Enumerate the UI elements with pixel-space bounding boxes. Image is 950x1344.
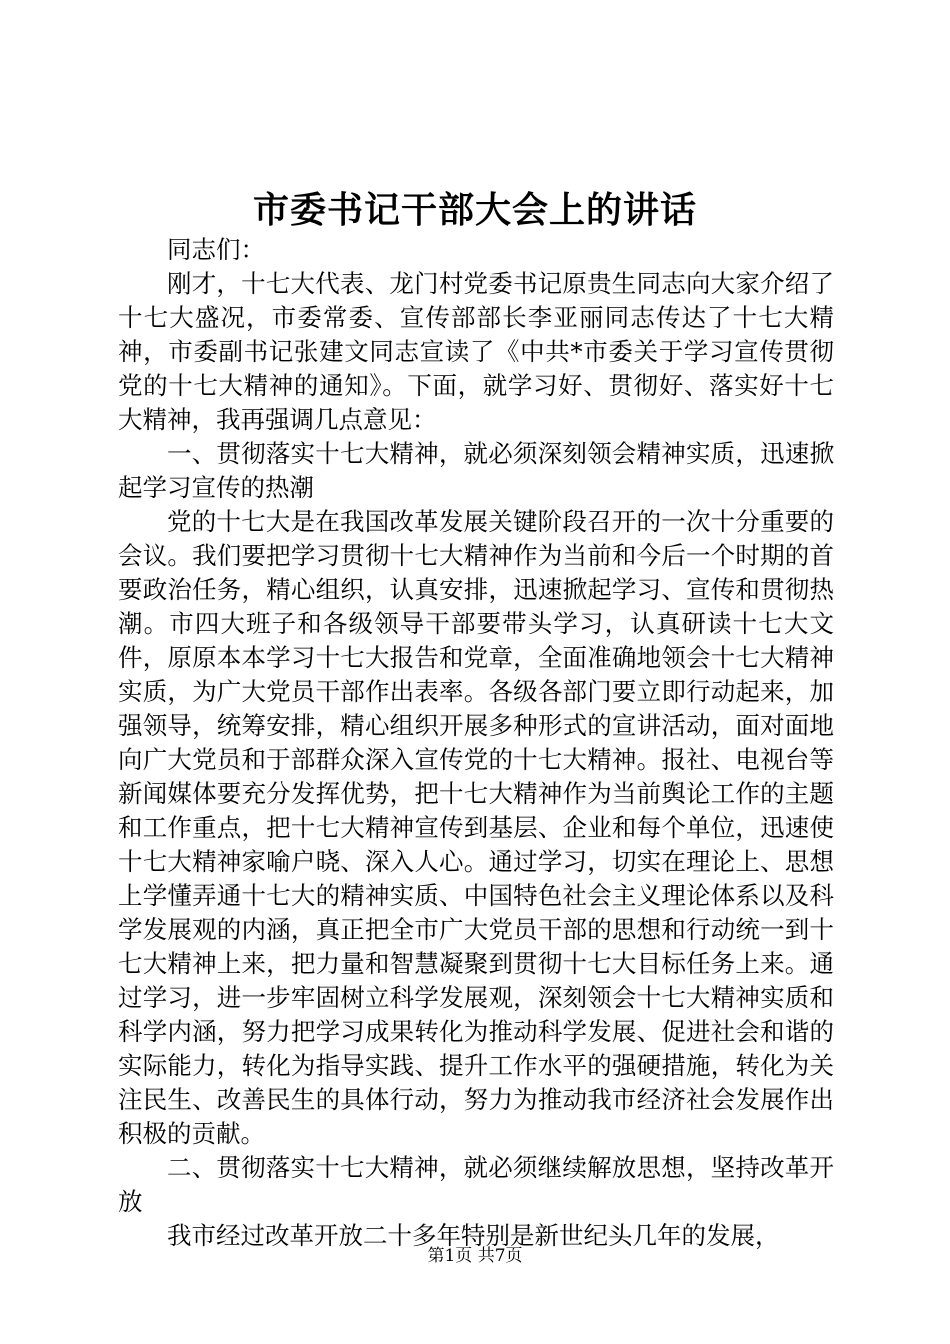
greeting-paragraph: 同志们：: [167, 235, 265, 264]
section-heading-1: 一、贯彻落实十七大精神，就必须深刻领会精神实质，迅速掀起学习宣传的热潮: [118, 439, 834, 502]
intro-paragraph: 刚才，十七大代表、龙门村党委书记原贵生同志向大家介绍了十七大盛况，市委常委、宣传部部长李亚丽同志传达了十七大精神，市委副书记张建文同志宣读了《中共*市委关于学习宣传贯彻党的十七大精神的通知》。下面，就学习好、贯彻好、落实好十七大精神，我再强调几点意见：: [118, 269, 834, 434]
section-heading-2: 二、贯彻落实十七大精神，就必须继续解放思想，坚持改革开放: [118, 1153, 834, 1216]
document-title: 市委书记干部大会上的讲话: [252, 189, 697, 231]
section-paragraph-1: 党的十七大是在我国改革发展关键阶段召开的一次十分重要的会议。我们要把学习贯彻十七大精神作为当前和今后一个时期的首要政治任务，精心组织，认真安排，迅速掀起学习、宣传和贯彻热潮。市四大班子和各级领导干部要带头学习，认真研读十七大文件，原原本本学习十七大报告和党章，全面准确地领会十七大精神实质，为广大党员干部作出表率。各级各部门要立即行动起来，加强领导，统筹安排，精心组织开展多种形式的宣讲活动，面对面地向广大党员和于部群众深入宣传党的十七大精神。报社、电视台等新闻媒体要充分发挥优势，把十七大精神作为当前舆论工作的主题和工作重点，把十七大精神宣传到基层、企业和每个单位，迅速使十七大精神家喻户晓、深入人心。通过学习，切实在理论上、思想上学懂弄通十七大的精神实质、中国特色社会主义理论体系以及科学发展观的内涵，真正把全市广大党员干部的思想和行动统一到十七大精神上来，把力量和智慧凝聚到贯彻十七大目标任务上来。通过学习，进一步牢固树立科学发展观，深刻领会十七大精神实质和科学内涵，努力把学习成果转化为推动科学发展、促进社会和谐的实际能力，转化为指导实践、提升工作水平的强硬措施，转化为关注民生、改善民生的具体行动，努力为推动我市经济社会发展作出积极的贡献。: [118, 507, 834, 1148]
section-paragraph-2: 我市经过改革开放二十多年特别是新世纪头几年的发展，: [167, 1221, 780, 1250]
page-footer: 第1页 共7页: [427, 1246, 523, 1266]
document-body: [118, 233, 834, 1253]
